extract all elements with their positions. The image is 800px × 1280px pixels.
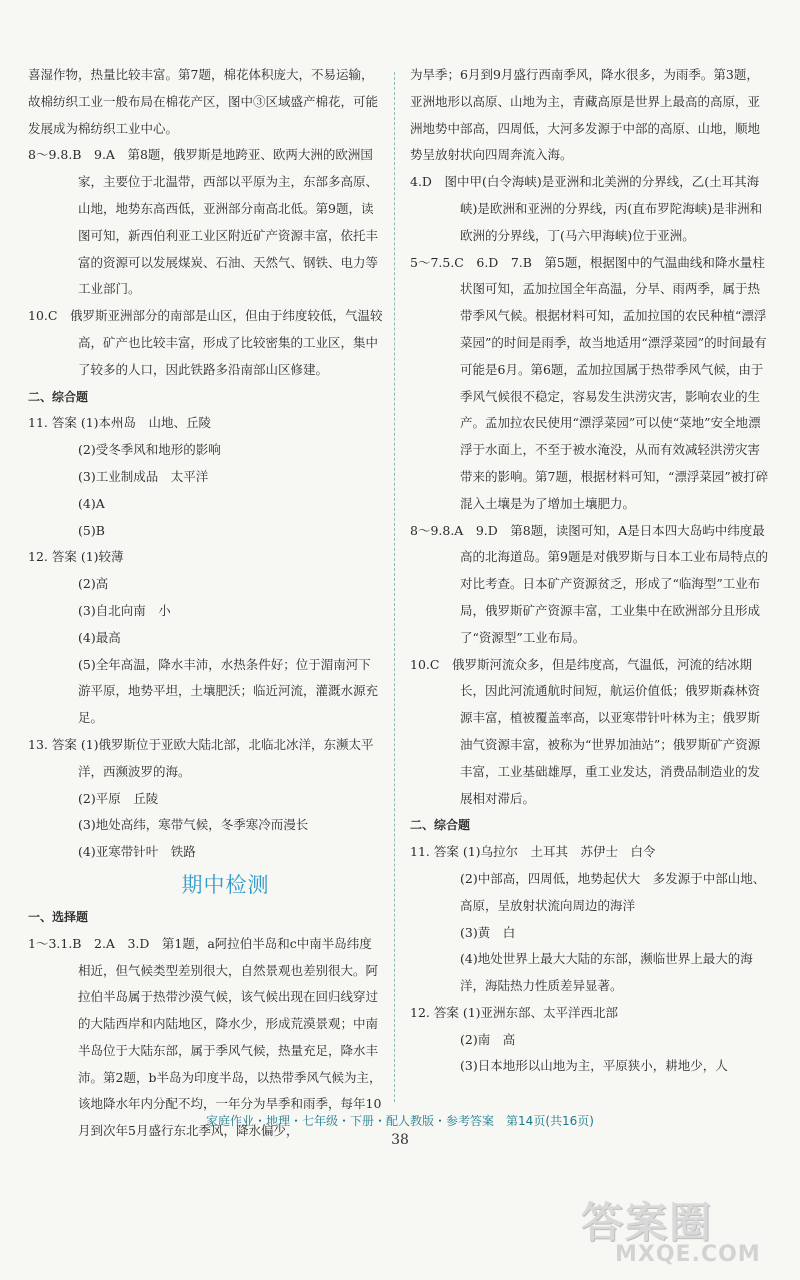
answer-paragraph: (3)自北向南 小 (78, 602, 171, 618)
answer-paragraph: 11. 答案 (1)乌拉尔 土耳其 苏伊士 白令 (410, 844, 656, 860)
answer-paragraph: 5～7.5.C 6.D 7.B 第5题，根据图中的气温曲线和降水量柱状图可知，孟加拉国全年高温，分旱、雨两季，属于热带季风气候。根据材料可知，孟加拉国的农民种植“漂浮菜园”的时间是雨季，故当地适用“漂浮菜园”的时间最有可能是6月。第6题，孟加拉国属于热带季风气候，由于季风气候很不稳定，容易发生洪涝灾害，影响农业的生产。孟加拉农民使用“漂浮菜园”可以使“菜地”安全地漂浮于水面上，不至于被水淹没，从而有效减轻洪涝灾害带来的影响。第7题，根据材料可知，“漂浮菜园”被打碎混入土壤是为了增加土壤肥力。 (410, 254, 769, 511)
answer-paragraph: (4)地处世界上最大大陆的东部，濒临世界上最大的海洋，海陆热力性质差异显著。 (460, 951, 753, 994)
answer-paragraph: (3)日本地形以山地为主，平原狭小，耕地少，人 (460, 1058, 728, 1074)
answer-paragraph: (2)中部高，四周低，地势起伏大 多发源于中部山地、高原，呈放射状流向周边的海洋 (460, 870, 766, 913)
section-heading: 二、综合题 (28, 389, 89, 404)
answer-paragraph: (5)B (78, 522, 105, 538)
answer-paragraph: (3)工业制成品 太平洋 (78, 468, 209, 484)
section-heading: 二、综合题 (410, 818, 471, 833)
column-divider (394, 72, 395, 1102)
answer-paragraph: 4.D 图中甲(白令海峡)是亚洲和北美洲的分界线，乙(土耳其海峡)是欧洲和亚洲的分界线，丙(直布罗陀海峡)是非洲和欧洲的分界线，丁(马六甲海峡)位于亚洲。 (410, 174, 763, 243)
answer-paragraph: (3)黄 白 (460, 924, 516, 940)
watermark-url: MXQE.COM (615, 1242, 761, 1267)
answer-paragraph: 为旱季；6月到9月盛行西南季风，降水很多，为雨季。第3题，亚洲地形以高原、山地为主，青藏高原是世界上最高的高原，亚洲地势中部高，四周低，大河多发源于中部的高原、山地，顺地势呈放射状向四周奔流入海。 (410, 67, 761, 163)
answer-paragraph: 12. 答案 (1)亚洲东部、太平洋西北部 (410, 1004, 619, 1020)
answer-paragraph: 11. 答案 (1)本州岛 山地、丘陵 (28, 415, 212, 431)
answer-paragraph: 喜湿作物，热量比较丰富。第7题，棉花体积庞大，不易运输，故棉纺织工业一般布局在棉花产区，图中③区域盛产棉花，可能发展成为棉纺织工业中心。 (28, 67, 379, 136)
answer-paragraph: 8～9.8.B 9.A 第8题，俄罗斯是地跨亚、欧两大洲的欧洲国家，主要位于北温带，西部以平原为主，东部多高原、山地，地势东高西低，亚洲部分南高北低。第9题，读图可知，新西伯利亚工业区附近矿产资源丰富，依托丰富的资源可以发展煤炭、石油、天然气、钢铁、电力等工业部门。 (28, 147, 379, 297)
answer-paragraph: (2)南 高 (460, 1031, 516, 1047)
page-footer: 家庭作业・地理・七年级・下册・配人教版・参考答案 第14页(共16页) (206, 1114, 594, 1128)
answer-paragraph: 1～3.1.B 2.A 3.D 第1题，a阿拉伯半岛和c中南半岛纬度相近，但气候类型差别很大，自然景观也差别很大。阿拉伯半岛属于热带沙漠气候，该气候出现在回归线穿过的大陆西岸和内陆地区，降水少，形成荒漠景观；中南半岛位于大陆东部，属于季风气候，热量充足，降水丰沛。第2题，b半岛为印度半岛，以热带季风气候为主，该地降水年内分配不均，一年分为旱季和雨季，每年10月到次年5月盛行东北季风，降水偏少， (28, 935, 382, 1139)
watermark-logo (575, 1190, 790, 1276)
answer-paragraph: (3)地处高纬，寒带气候，冬季寒冷而漫长 (78, 817, 309, 833)
answer-paragraph: (4)A (78, 495, 105, 511)
answer-paragraph: (2)高 (78, 576, 109, 592)
page-number: 38 (391, 1132, 409, 1148)
answer-paragraph: 10.C 俄罗斯亚洲部分的南部是山区，但由于纬度较低，气温较高，矿产也比较丰富，形成了比较密集的工业区，集中了较多的人口，因此铁路多沿南部山区修建。 (28, 308, 383, 377)
answer-paragraph: 13. 答案 (1)俄罗斯位于亚欧大陆北部，北临北冰洋，东濒太平洋，西濒波罗的海。 (28, 736, 374, 779)
answer-paragraph: 8～9.8.A 9.D 第8题，读图可知，A是日本四大岛屿中纬度最高的北海道岛。第9题是对俄罗斯与日本工业布局特点的对比考查。日本矿产资源贫乏，形成了“临海型”工业布局，俄罗斯矿产资源丰富，工业集中在欧洲部分且形成了“资源型”工业布局。 (410, 522, 768, 645)
answer-paragraph: 10.C 俄罗斯河流众多，但是纬度高，气温低，河流的结冰期长，因此河流通航时间短，航运价值低；俄罗斯森林资源丰富，植被覆盖率高，以亚寒带针叶林为主；俄罗斯油气资源丰富，被称为“世界加油站”；俄罗斯矿产资源丰富，工业基础雄厚，重工业发达，消费品制造业的发展相对滞后。 (410, 656, 761, 806)
answer-paragraph: (2)受冬季风和地形的影响 (78, 442, 221, 458)
left-column (28, 62, 383, 1145)
answer-paragraph: (4)最高 (78, 629, 121, 645)
right-column (410, 62, 770, 1080)
section-title: 期中检测 (181, 872, 270, 897)
watermark-logo-text: 答案圈 (581, 1198, 714, 1247)
answer-paragraph: (2)平原 丘陵 (78, 790, 159, 806)
answer-paragraph: (5)全年高温，降水丰沛，水热条件好；位于湄南河下游平原，地势平坦，土壤肥沃；临近河流，灌溉水源充足。 (78, 656, 379, 726)
section-heading: 一、选择题 (28, 909, 89, 924)
answer-paragraph: 12. 答案 (1)较薄 (28, 549, 124, 565)
answer-paragraph: (4)亚寒带针叶 铁路 (78, 844, 196, 860)
